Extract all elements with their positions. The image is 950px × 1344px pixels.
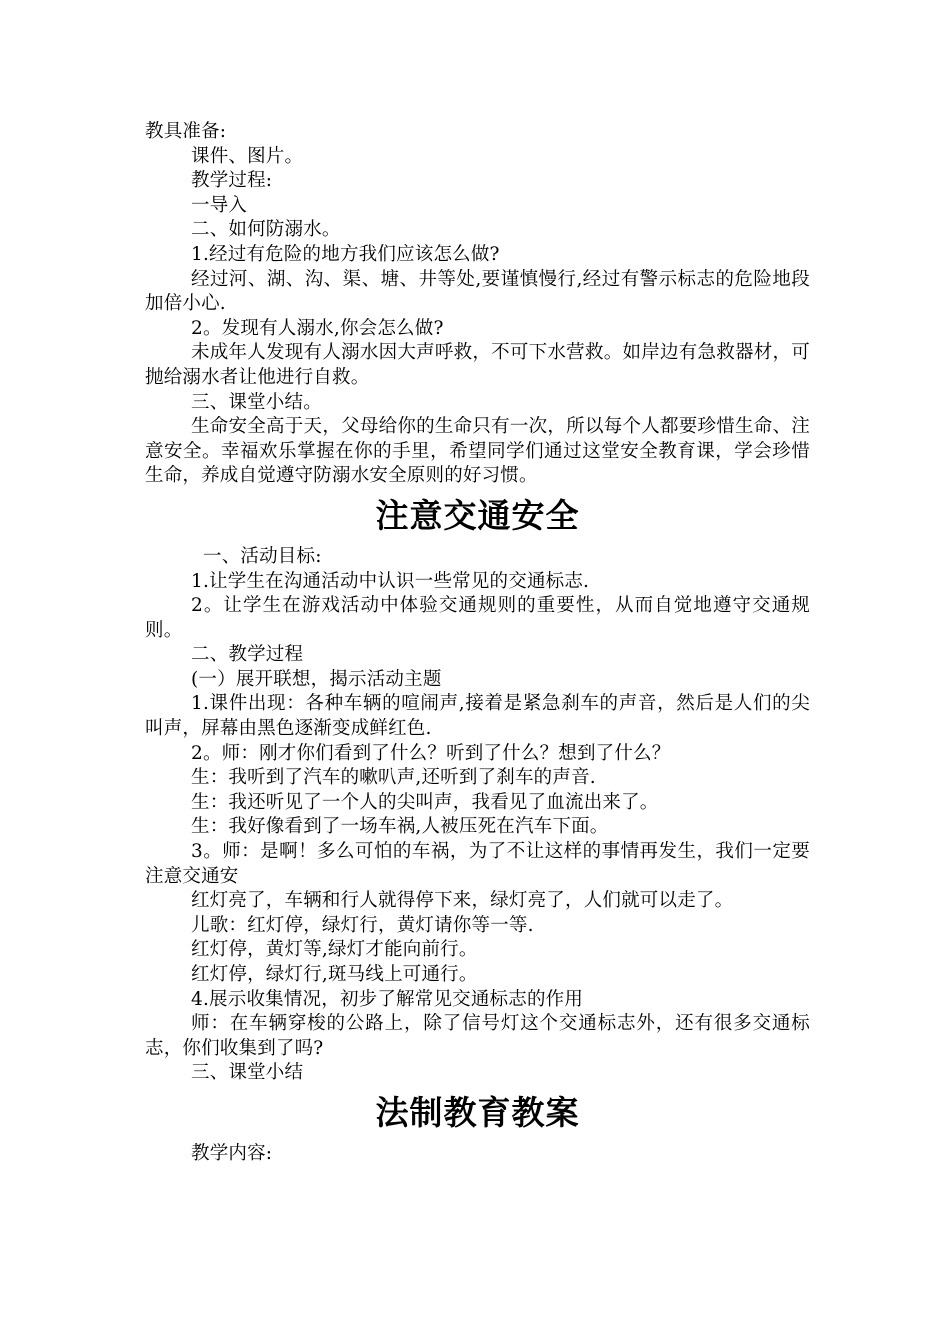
paragraph: 三、课堂小结 xyxy=(191,1062,304,1084)
paragraph: 生：我听到了汽车的嗽叭声,还听到了刹车的声音. xyxy=(191,767,596,789)
paragraph: 红灯停，黄灯等,绿灯才能向前行。 xyxy=(191,939,478,961)
paragraph: 生：我还听见了一个人的尖叫声，我看见了血流出来了。 xyxy=(191,791,659,813)
paragraph: 三、课堂小结。 xyxy=(191,391,322,413)
paragraph: 儿歌：红灯停，绿灯行，黄灯请你等一等. xyxy=(191,914,534,936)
paragraph: 1.让学生在沟通活动中认识一些常见的交通标志. xyxy=(191,570,590,592)
paragraph: 3。师：是啊！多么可怕的车祸，为了不让这样的事情再发生，我们一定要注意交通安 xyxy=(145,841,810,887)
section-law-education xyxy=(145,1088,810,1167)
paragraph: 2。师：刚才你们看到了什么？听到了什么？想到了什么？ xyxy=(191,742,671,764)
paragraph: 1.经过有危险的地方我们应该怎么做? xyxy=(191,243,500,265)
paragraph: 师：在车辆穿梭的公路上，除了信号灯这个交通标志外，还有很多交通标志，你们收集到了吗? xyxy=(145,1013,810,1059)
paragraph: 二、教学过程 xyxy=(191,644,304,666)
paragraph: 一导入 xyxy=(191,194,248,216)
paragraph: 4.展示收集情况，初步了解常见交通标志的作用 xyxy=(191,988,584,1010)
paragraph: 2。让学生在游戏活动中体验交通规则的重要性，从而自觉地遵守交通规则。 xyxy=(145,595,810,641)
paragraph: 教学过程: xyxy=(191,170,273,192)
paragraph: 一、活动目标: xyxy=(203,545,322,567)
paragraph: 生命安全高于天，父母给你的生命只有一次，所以每个人都要珍惜生命、注意安全。幸福欢乐掌握在你的手里，希望同学们通过这堂安全教育课，学会珍惜生命，养成自觉遵守防溺水安全原则的好习惯。 xyxy=(145,416,810,487)
paragraph: 未成年人发现有人溺水因大声呼救，不可下水营救。如岸边有急救器材，可抛给溺水者让他进行自救。 xyxy=(145,342,810,388)
section-title: 法制教育教案 xyxy=(375,1092,580,1132)
paragraph: 教具准备: xyxy=(145,121,227,142)
paragraph: 红灯停，绿灯行,斑马线上可通行。 xyxy=(191,964,478,985)
paragraph: 课件、图片。 xyxy=(191,145,304,167)
paragraph: 2。发现有人溺水,你会怎么做? xyxy=(191,317,444,339)
paragraph: 教学内容: xyxy=(191,1142,273,1164)
paragraph: (一）展开联想，揭示活动主题 xyxy=(191,668,442,690)
section-title: 注意交通安全 xyxy=(375,495,580,535)
paragraph: 经过河、湖、沟、渠、塘、井等处,要谨慎慢行,经过有警示标志的危险地段加倍小心. xyxy=(145,268,810,315)
section-traffic-safety xyxy=(145,491,810,1086)
section-water-safety xyxy=(145,120,810,489)
paragraph: 生：我好像看到了一场车祸,人被压死在汽车下面。 xyxy=(191,816,609,838)
paragraph: 二、如何防溺水。 xyxy=(191,219,341,241)
paragraph: 红灯亮了，车辆和行人就得停下来，绿灯亮了，人们就可以走了。 xyxy=(191,890,734,912)
paragraph: 1.课件出现：各种车辆的喧闹声,接着是紧急刹车的声音，然后是人们的尖叫声，屏幕由黑色逐渐变成鲜红色. xyxy=(145,693,810,740)
document-page xyxy=(145,120,810,1167)
